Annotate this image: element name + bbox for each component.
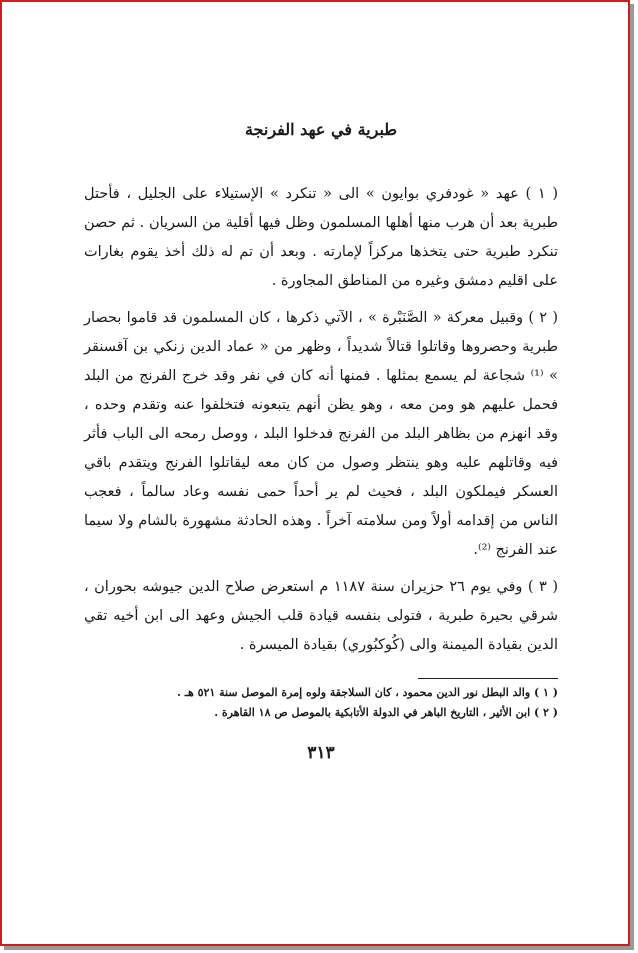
frame-shadow-bottom bbox=[4, 946, 634, 950]
paragraph-3: ( ٣ ) وفي يوم ٢٦ حزيران سنة ١١٨٧ م استعرض صلاح الدين جيوشه بحوران ، شرقي بحيرة طبرية ، فتولى بنفسه قيادة قلب الجيش وعهد الى ابن أخيه تقي الدين بقيادة الميمنة والى (كُوكبُوري) بقيادة الميسرة . bbox=[84, 579, 558, 653]
paragraph-1: ( ١ ) عهد « غودفري بوايون » الى « تنكرد » الإستيلاء على الجليل ، فأحتل طبرية بعد أن هرب منها أهلها المسلمون وظل فيها أقلية من السريان . ثم حصن تنكرد طبرية حتى يتخذها مركزاً لإمارته . وبعد أن تم له ذلك أخذ يقوم بغارات على اقليم دمشق وغيره من المناطق المجاورة . bbox=[84, 186, 558, 289]
footnote-divider bbox=[418, 678, 558, 679]
paragraph-2: ( ٢ ) وقبيل معركة « الصَّنَبْرة » ، الآتي ذكرها ، كان المسلمون قد قاموا بحصار طبرية وحصروها وقاتلوا قتالاً شديداً ، وظهر من « عماد الدين زنكي بن آقسنقر » ⁽¹⁾ شجاعة لم يسمع بمثلها . فمنها أنه كان في نفر وقد خرج الفرنج من البلد فحمل عليهم هو ومن معه ، وهو يظن أنهم يتبعونه فتخلفوا عنه وتقدم وحده ، وقد انهزم من بظاهر البلد من الفرنج فدخلوا البلد ، ووصل رمحه الى الباب فأثر فيه وقاتلهم عليه وهو ينتظر وصول من كان معه ليقاتلوا الفرنج ويتقدم باقي العسكر فيملكون البلد ، فحيث لم ير أحداً حمى نفسه وعاد سالماً ، فعجب الناس من إقدامه أولاً ومن سلامته آخراً . وهذه الحادثة مشهورة بالشام ولا سيما عند الفرنج ⁽²⁾. bbox=[84, 310, 558, 558]
footnote-2: ( ٢ ) ابن الأثير ، التاريخ الباهر في الدولة الأتابكية بالموصل ص ١٨ القاهرة . bbox=[214, 706, 558, 719]
footnote-1: ( ١ ) والد البطل نور الدين محمود ، كان السلاجقة ولوه إمرة الموصل سنة ٥٢١ هـ . bbox=[177, 686, 558, 699]
page-number: ٣١٣ bbox=[307, 743, 335, 763]
page-title: طبرية في عهد الفرنجة bbox=[244, 120, 398, 139]
frame-shadow-right bbox=[630, 4, 634, 950]
document-page bbox=[84, 118, 558, 765]
